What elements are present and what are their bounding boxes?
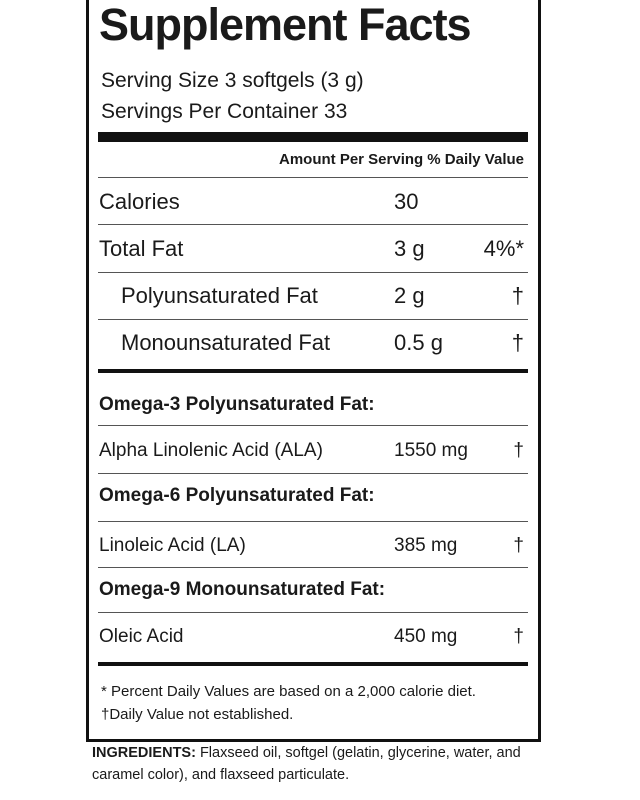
- nutrient-amount: 1550 mg: [394, 440, 468, 461]
- daily-value-header: % Daily Value: [427, 151, 524, 168]
- nutrient-label: Monounsaturated Fat: [121, 330, 331, 355]
- ingredients-text: Flaxseed oil, softgel (gelatin, glycerine, water, and caramel color), and flaxseed particulate.: [92, 745, 521, 783]
- dagger-mark: †: [513, 440, 524, 461]
- nutrient-label: Total Fat: [99, 236, 184, 261]
- nutrient-row-ala: [89, 441, 538, 461]
- dagger-mark: †: [513, 535, 524, 556]
- serving-size: Serving Size 3 softgels (3 g): [101, 69, 364, 92]
- omega-3-heading: Omega-3 Polyunsaturated Fat:: [99, 394, 375, 415]
- dagger-mark: †: [513, 626, 524, 647]
- dagger-mark: †: [511, 283, 524, 308]
- panel-title: Supplement Facts: [99, 0, 471, 50]
- nutrient-amount: 2 g: [394, 283, 425, 308]
- medium-divider: [98, 662, 528, 666]
- divider: [98, 177, 528, 178]
- percent-daily-value-footnote: * Percent Daily Values are based on a 2,000 calorie diet.: [101, 683, 476, 700]
- divider: [98, 319, 528, 320]
- nutrient-row-la: [89, 536, 538, 556]
- nutrient-row-oleic-acid: [89, 627, 538, 647]
- dagger-footnote: †Daily Value not established.: [101, 706, 294, 723]
- divider: [98, 567, 528, 568]
- divider: [98, 224, 528, 225]
- divider: [98, 425, 528, 426]
- nutrient-daily-value: 4%*: [483, 236, 524, 261]
- divider: [98, 612, 528, 613]
- omega-6-heading: Omega-6 Polyunsaturated Fat:: [99, 485, 375, 506]
- nutrient-label: Alpha Linolenic Acid (ALA): [99, 440, 323, 461]
- thick-divider: [98, 132, 528, 142]
- servings-per-container: Servings Per Container 33: [101, 100, 348, 123]
- dagger-mark: †: [511, 330, 524, 355]
- nutrient-row-monounsaturated-fat: [89, 330, 538, 355]
- nutrient-row-total-fat: [89, 236, 538, 261]
- nutrient-label: Linoleic Acid (LA): [99, 535, 246, 556]
- nutrient-row-calories: [89, 189, 538, 214]
- nutrient-amount: 385 mg: [394, 535, 458, 556]
- ingredients-label: INGREDIENTS:: [92, 745, 196, 761]
- nutrient-amount: 3 g: [394, 236, 425, 261]
- nutrient-label: Polyunsaturated Fat: [121, 283, 318, 308]
- omega-9-heading: Omega-9 Monounsaturated Fat:: [99, 579, 386, 600]
- medium-divider: [98, 369, 528, 373]
- nutrient-row-polyunsaturated-fat: [89, 283, 538, 308]
- nutrient-amount: 450 mg: [394, 626, 458, 647]
- nutrient-label: Calories: [99, 189, 180, 214]
- divider: [98, 473, 528, 474]
- nutrient-amount: 30: [394, 189, 419, 214]
- nutrient-label: Oleic Acid: [99, 626, 184, 647]
- ingredients-statement: [92, 742, 542, 786]
- divider: [98, 521, 528, 522]
- amount-per-serving-header: Amount Per Serving: [279, 151, 424, 168]
- nutrient-amount: 0.5 g: [394, 330, 443, 355]
- divider: [98, 272, 528, 273]
- supplement-facts-panel: [86, 0, 541, 742]
